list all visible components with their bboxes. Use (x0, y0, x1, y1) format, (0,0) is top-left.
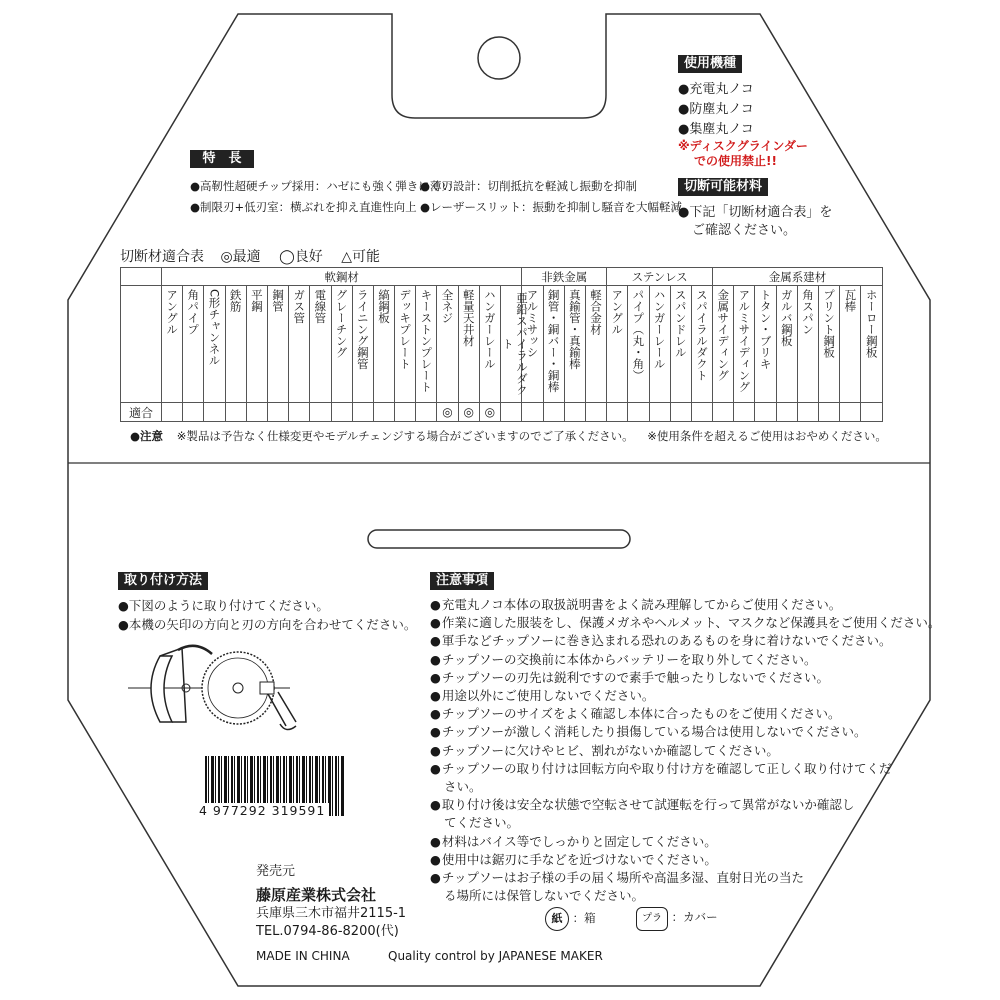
fit-cell: ◎ (437, 403, 458, 422)
note-text: ※使用条件を超えるご使用はおやめください。 (647, 429, 887, 443)
cautions-list (430, 596, 940, 905)
column-header: 金属サイディング (713, 286, 734, 403)
column-header: 鋼管 (267, 286, 288, 403)
caution-item: ● チップソーはお子様の手の届く場所や高温多湿、直射日光の当た (430, 869, 940, 887)
note-label: ●注意 (130, 429, 164, 443)
group-header: 金属系建材 (713, 268, 883, 286)
column-header: 亜鉛スパイラルダクト (501, 286, 522, 403)
caution-item: ● チップソーが激しく消耗したり損傷している場合は使用しないでください。 (430, 723, 940, 741)
column-header: デッキプレート (395, 286, 416, 403)
fit-cell (670, 403, 691, 422)
table-title: 切断材適合表 (120, 249, 204, 265)
feature-item: ● レーザースリット：振動を抑制し騒音を大幅軽減 (420, 199, 682, 215)
column-header: スパンドレル (670, 286, 691, 403)
fit-cell (267, 403, 288, 422)
fit-cell (522, 403, 543, 422)
column-header: 銅管・銅バー・銅棒 (543, 286, 564, 403)
machines-list (678, 80, 754, 140)
caution-item: てください。 (444, 815, 520, 831)
caution-item: さい。 (444, 779, 482, 795)
column-header: 角スパン (797, 286, 818, 403)
column-header: アングル (607, 286, 628, 403)
features-heading: 特 長 (190, 150, 254, 168)
column-header: ライニング鋼管 (352, 286, 373, 403)
seller-tel: TEL.0794-86-8200(代) (256, 924, 399, 939)
legend-good: ◯良好 (279, 249, 323, 265)
machine-item: ●集塵丸ノコ (678, 122, 754, 137)
quality-note: Quality control by JAPANESE MAKER (388, 949, 603, 963)
fit-cell (755, 403, 776, 422)
column-header: アルミサイディング (734, 286, 755, 403)
machine-item: ●充電丸ノコ (678, 82, 754, 97)
cut-materials-text: ●下記「切断材適合表」を ご確認ください。 (678, 205, 833, 238)
column-header: ハンガーレール (479, 286, 500, 403)
column-header: アングル (162, 286, 183, 403)
fit-cell (840, 403, 861, 422)
column-header: 電線管 (310, 286, 331, 403)
caution-item: ● チップソーの交換前に本体からバッテリーを取り外してください。 (430, 651, 940, 669)
column-header: ガルバ鋼板 (776, 286, 797, 403)
column-blank (121, 286, 162, 403)
mounting-heading: 取り付け方法 (118, 572, 208, 590)
fit-cell (183, 403, 204, 422)
cut-materials-heading: 切断可能材料 (678, 178, 768, 196)
fit-cell (204, 403, 225, 422)
caution-item: ● 充電丸ノコ本体の取扱説明書をよく読み理解してからご使用ください。 (430, 596, 940, 614)
fit-cell (628, 403, 649, 422)
fit-row (121, 403, 883, 422)
caution-item: ● チップソーの取り付けは回転方向や取り付け方を確認して正しく取り付けてくだ (430, 760, 940, 778)
column-header: ハンガーレール (649, 286, 670, 403)
fit-cell (352, 403, 373, 422)
column-header: 軽量天井材 (458, 286, 479, 403)
fit-cell (416, 403, 437, 422)
caution-item: ● 取り付け後は安全な状態で空転させて試運転を行って異常がないか確認し (430, 796, 940, 814)
slot (368, 530, 630, 548)
plastic-recycle: プラ ：カバー (636, 907, 718, 931)
feature-item: ● 薄刃設計：切削抵抗を軽減し振動を抑制 (420, 178, 637, 194)
fit-cell (713, 403, 734, 422)
caution-item: ● チップソーに欠けやヒビ、割れがないか確認してください。 (430, 742, 940, 760)
fit-cell (776, 403, 797, 422)
group-header: 非鉄金属 (522, 268, 607, 286)
fit-cell (691, 403, 712, 422)
fit-cell (501, 403, 522, 422)
column-header: 瓦棒 (840, 286, 861, 403)
material-table (120, 267, 883, 422)
fit-cell (373, 403, 394, 422)
column-header: グレーチング (331, 286, 352, 403)
column-header: C形チャンネル (204, 286, 225, 403)
legend-best: ◎最適 (220, 249, 261, 265)
column-header: アルミサッシ (522, 286, 543, 403)
fit-cell (649, 403, 670, 422)
column-header: スパイラルダクト (691, 286, 712, 403)
column-header: 全ネジ (437, 286, 458, 403)
fit-cell (585, 403, 606, 422)
plastic-recycle-icon: プラ (636, 907, 668, 931)
fit-cell: ◎ (479, 403, 500, 422)
fit-cell (819, 403, 840, 422)
fit-cell (797, 403, 818, 422)
mounting-list: ●下図のように取り付けてください。 ●本機の矢印の方向と刃の方向を合わせてください。 (118, 598, 417, 632)
legend-ok: △可能 (341, 249, 381, 265)
grinder-warning: ※ディスクグラインダー での使用禁止!! (678, 139, 808, 168)
caution-item: ● 材料はバイス等でしっかりと固定してください。 (430, 833, 940, 851)
column-header: パイプ（丸・角） (628, 286, 649, 403)
column-row (121, 286, 883, 403)
feature-item: ● 制限刃+低刃室：横ぶれを抑え直進性向上 (190, 199, 417, 215)
column-header: 軽合金材 (585, 286, 606, 403)
seller-address: 兵庫県三木市福井2115-1 (256, 906, 407, 921)
caution-item: ● チップソーの刃先は鋭利ですので素手で触ったりしないでください。 (430, 669, 940, 687)
barcode-number: 4 977292 319591 (195, 803, 329, 818)
column-header: 平鋼 (246, 286, 267, 403)
fit-cell (861, 403, 883, 422)
column-header: ガス管 (289, 286, 310, 403)
fit-cell (543, 403, 564, 422)
seller-company: 藤原産業株式会社 (256, 886, 377, 904)
column-header: トタン・ブリキ (755, 286, 776, 403)
row-label: 適合 (121, 403, 162, 422)
caution-item: ● 作業に適した服装をし、保護メガネやヘルメット、マスクなど保護具をご使用ください。 (430, 614, 940, 632)
fit-cell (310, 403, 331, 422)
machine-item: ●防塵丸ノコ (678, 102, 754, 117)
caution-item: る場所には保管しないでください。 (444, 888, 645, 904)
fit-cell: ◎ (458, 403, 479, 422)
caution-item: ● 用途以外にご使用しないでください。 (430, 687, 940, 705)
table-title-row (120, 246, 380, 266)
machines-heading: 使用機種 (678, 55, 742, 73)
column-header: 角パイプ (183, 286, 204, 403)
group-blank (121, 268, 162, 286)
caution-item: ● チップソーのサイズをよく確認し本体に合ったものをご使用ください。 (430, 705, 940, 723)
seller-label: 発売元 (256, 864, 296, 879)
column-header: 鉄筋 (225, 286, 246, 403)
fit-cell (734, 403, 755, 422)
fit-cell (395, 403, 416, 422)
fit-cell (225, 403, 246, 422)
feature-item: ● 高靭性超硬チップ採用：ハゼにも強く弾きにくい (190, 178, 453, 194)
column-header: ホーロー鋼板 (861, 286, 883, 403)
mounting-diagram-icon (120, 636, 300, 746)
column-header: 縞鋼板 (373, 286, 394, 403)
group-header: 軟鋼材 (162, 268, 522, 286)
fit-cell (289, 403, 310, 422)
fit-cell (162, 403, 183, 422)
fit-cell (564, 403, 585, 422)
column-header: プリント鋼板 (819, 286, 840, 403)
column-header: 真鍮管・真鍮棒 (564, 286, 585, 403)
note (130, 428, 887, 444)
paper-recycle-icon: 紙 (545, 907, 569, 931)
fit-cell (246, 403, 267, 422)
paper-recycle: 紙 ：箱 (545, 907, 596, 931)
column-header: キーストンプレート (416, 286, 437, 403)
group-row (121, 268, 883, 286)
fit-cell (331, 403, 352, 422)
hang-hole (478, 37, 520, 79)
group-header: ステンレス (607, 268, 713, 286)
note-text: ※製品は予告なく仕様変更やモデルチェンジする場合がございますのでご了承ください。 (176, 429, 634, 443)
made-in: MADE IN CHINA (256, 949, 350, 963)
fit-cell (607, 403, 628, 422)
cautions-heading: 注意事項 (430, 572, 494, 590)
caution-item: ● 使用中は鋸刃に手などを近づけないでください。 (430, 851, 940, 869)
caution-item: ● 軍手などチップソーに巻き込まれる恐れのあるものを身に着けないでください。 (430, 632, 940, 650)
